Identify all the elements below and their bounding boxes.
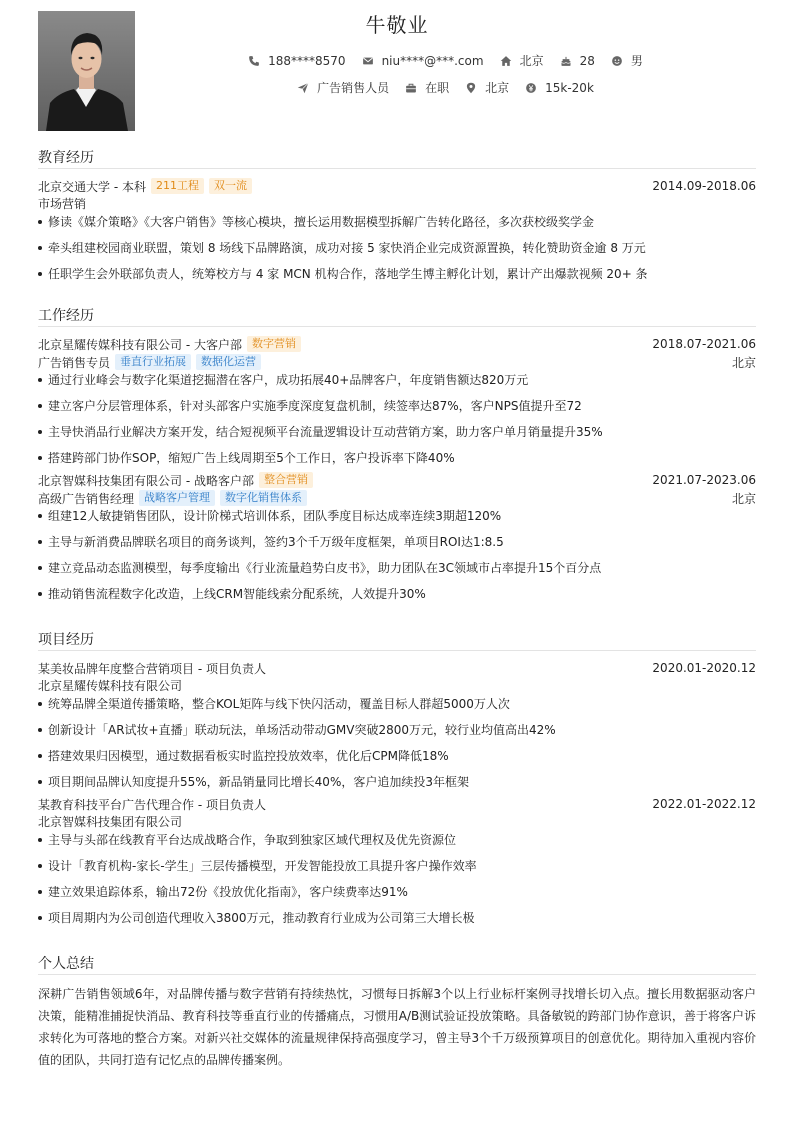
phone-text: 188****8570: [268, 53, 346, 68]
job-city: 北京: [731, 491, 756, 506]
education-header: [38, 177, 756, 195]
education-date: 2014.09-2018.06: [652, 179, 756, 193]
job-city: 北京: [731, 355, 756, 370]
position-tag: 战略客户管理: [139, 490, 215, 506]
employment-status-text: 在职: [425, 81, 450, 95]
school-tag: 双一流: [209, 178, 252, 194]
position-name: 广告销售专员: [38, 355, 111, 370]
company-name: 北京智媒科技集团有限公司 - 战略客户部: [38, 473, 254, 488]
age-text: 28: [579, 53, 595, 68]
list-item: 设计「教育机构-家长-学生」三层传播模型，开发智能投放工具提升客户操作效率: [38, 857, 756, 883]
position-tag: 数字化销售体系: [220, 490, 307, 506]
project-bullets: [38, 831, 756, 935]
cake-icon: [560, 55, 572, 67]
list-item: 主导快消品行业解决方案开发，结合短视频平台流量逻辑设计互动营销方案，助力客户单月销量提升35%: [38, 423, 756, 449]
work-section: [38, 305, 756, 611]
phone-info: [248, 54, 345, 68]
home-icon: [500, 55, 512, 67]
list-item: 组建12人敏捷销售团队，设计阶梯式培训体系，团队季度目标达成率连续3期超120%: [38, 507, 756, 533]
list-item: 牵头组建校园商业联盟，策划 8 场线下品牌路演，成功对接 5 家快消企业完成资源置换，转化赞助资金逾 8 万元: [38, 239, 756, 265]
project-entry: [38, 659, 756, 791]
target-city-text: 北京: [485, 81, 510, 95]
list-item: 建立竞品动态监测模型，每季度输出《行业流量趋势白皮书》，助力团队在3C领域市占率提升15个百分点: [38, 559, 756, 585]
list-item: 任职学生会外联部负责人，统筹校方与 4 家 MCN 机构合作，落地学生博主孵化计划，累计产出爆款视频 20+ 条: [38, 265, 756, 291]
employment-status-info: [405, 79, 449, 96]
project-header: [38, 659, 756, 677]
phone-icon: [248, 55, 260, 67]
school-name: 北京交通大学 - 本科: [38, 179, 146, 194]
job-date: 2018.07-2021.06: [652, 337, 756, 351]
projects-section: [38, 629, 756, 935]
list-item: 主导与新消费品牌联名项目的商务谈判，签约3个千万级年度框架，单项目ROI达1:8.5: [38, 533, 756, 559]
gender-text: 男: [630, 54, 643, 68]
position-tag: 垂直行业拓展: [115, 354, 191, 370]
list-item: 建立客户分层管理体系，针对头部客户实施季度深度复盘机制，续签率达87%，客户NPS值提升至72: [38, 397, 756, 423]
email-info: [362, 54, 484, 68]
project-name: 某美妆品牌年度整合营销项目 - 项目负责人: [38, 661, 266, 676]
section-title: 工作经历: [38, 305, 756, 327]
summary-text: 深耕广告销售领域6年，对品牌传播与数字营销有持续热忱，习惯每日拆解3个以上行业标杆案例寻找增长切入点。擅长用数据驱动客户决策，能精准捕捉快消品、教育科技等垂直行业的传播痛点，习惯用A/B测试验证投放策略。具备敏锐的跨部门协作意识，善于将客户诉求转化为可落地的整合方案。对新兴社交媒体的流量规律保持高强度学习，曾主导3个千万级预算项目的创意优化。期待加入重视内容价值的团队，共同打造有记忆点的品牌传播案例。: [38, 987, 756, 1067]
school-tag: 211工程: [151, 178, 204, 194]
candidate-name: 牛敬业: [365, 13, 429, 37]
project-date: 2022.01-2022.12: [652, 797, 756, 811]
project-org: 北京智媒科技集团有限公司: [38, 815, 183, 829]
salary-icon: [525, 82, 537, 94]
section-title: 个人总结: [38, 953, 756, 975]
list-item: 创新设计「AR试妆+直播」联动玩法，单场活动带动GMV突破2800万元，较行业均值高出42%: [38, 721, 756, 747]
send-icon: [297, 82, 309, 94]
company-tag: 数字营销: [247, 336, 301, 352]
project-bullets: [38, 695, 756, 791]
briefcase-icon: [405, 82, 417, 94]
target-position-info: [297, 79, 389, 96]
job-position-row: [38, 489, 756, 507]
job-date: 2021.07-2023.06: [652, 473, 756, 487]
salary-info: [525, 81, 594, 95]
project-org: 北京星耀传媒科技有限公司: [38, 679, 183, 693]
mail-icon: [362, 55, 374, 67]
resume-page: [38, 0, 756, 1123]
target-position-text: 广告销售人员: [317, 81, 390, 95]
home-city-text: 北京: [519, 54, 544, 68]
home-city-info: [500, 52, 544, 69]
education-bullets: [38, 213, 756, 291]
gender-info: [611, 52, 643, 69]
education-section: [38, 147, 756, 291]
target-city-info: [465, 79, 509, 96]
contact-info-row: [135, 52, 756, 69]
section-title: 教育经历: [38, 147, 756, 169]
job-header: [38, 335, 756, 353]
list-item: 项目周期内为公司创造代理收入3800万元，推动教育行业成为公司第三大增长极: [38, 909, 756, 935]
job-header: [38, 471, 756, 489]
job-bullets: [38, 371, 756, 467]
section-title: 项目经历: [38, 629, 756, 651]
company-tag: 整合营销: [259, 472, 313, 488]
project-date: 2020.01-2020.12: [652, 661, 756, 675]
position-tag: 数据化运营: [196, 354, 261, 370]
location-pin-icon: [465, 82, 477, 94]
position-name: 高级广告销售经理: [38, 491, 135, 506]
major: 市场营销: [38, 197, 87, 211]
project-name: 某教育科技平台广告代理合作 - 项目负责人: [38, 797, 266, 812]
job-entry: [38, 471, 756, 611]
list-item: 主导与头部在线教育平台达成战略合作，争取到独家区域代理权及优先资源位: [38, 831, 756, 857]
project-header: [38, 795, 756, 813]
list-item: 通过行业峰会与数字化渠道挖掘潜在客户，成功拓展40+品牌客户，年度销售额达820万元: [38, 371, 756, 397]
project-entry: [38, 795, 756, 935]
list-item: 项目期间品牌认知度提升55%，新品销量同比增长40%，客户追加续投3年框架: [38, 773, 756, 791]
list-item: 搭建跨部门协作SOP，缩短广告上线周期至5个工作日，客户投诉率下降40%: [38, 449, 756, 467]
summary-section: [38, 953, 756, 1071]
job-entry: [38, 335, 756, 467]
list-item: 统筹品牌全渠道传播策略，整合KOL矩阵与线下快闪活动，覆盖目标人群超5000万人次: [38, 695, 756, 721]
job-position-row: [38, 353, 756, 371]
job-intention-row: [135, 79, 756, 96]
company-name: 北京星耀传媒科技有限公司 - 大客户部: [38, 337, 242, 352]
list-item: 搭建效果归因模型，通过数据看板实时监控投放效率，优化后CPM降低18%: [38, 747, 756, 773]
gender-icon: [611, 55, 623, 67]
list-item: 建立效果追踪体系，输出72份《投放优化指南》，客户续费率达91%: [38, 883, 756, 909]
salary-text: 15k-20k: [545, 80, 594, 95]
list-item: 推动销售流程数字化改造，上线CRM智能线索分配系统，人效提升30%: [38, 585, 756, 611]
job-bullets: [38, 507, 756, 611]
list-item: 修读《媒介策略》《大客户销售》等核心模块，擅长运用数据模型拆解广告转化路径，多次获校级奖学金: [38, 213, 756, 239]
age-info: [560, 54, 595, 68]
email-text: niu****@***.com: [381, 53, 484, 68]
